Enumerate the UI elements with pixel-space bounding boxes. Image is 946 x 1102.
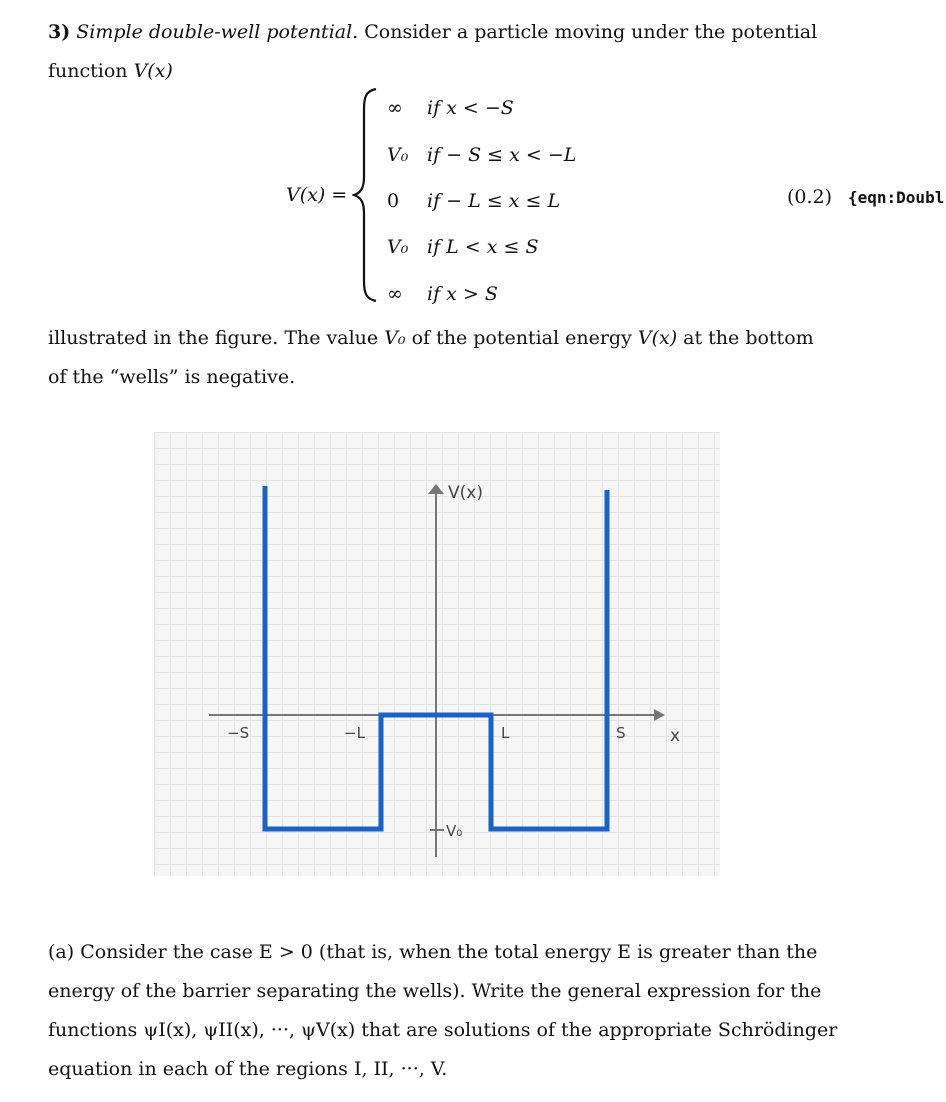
illus-part3: at the bottom of the “wells” is negative. (48, 327, 814, 388)
case-value: ∞ (387, 97, 403, 119)
equation-block (0, 85, 946, 310)
tick-label-neg-l: −L (344, 724, 365, 742)
tick-label-s: S (616, 724, 626, 742)
problem-intro-text: Consider a particle moving under the potential function (48, 21, 818, 82)
equation-brace (352, 85, 382, 305)
equation-case-3 (387, 188, 560, 214)
y-axis-arrow-icon (428, 484, 444, 494)
illus-vx: V(x) (637, 327, 678, 349)
illus-part2: of the potential energy (405, 327, 638, 349)
equation-label: {eqn:Doubl (848, 188, 945, 207)
equation-number: (0.2) (787, 186, 833, 208)
case-value: ∞ (387, 283, 403, 305)
problem-intro-fn: V(x) (133, 60, 173, 82)
potential-diagram (154, 432, 720, 876)
case-value: V₀ (387, 236, 409, 258)
case-value: V₀ (387, 144, 409, 166)
equation-case-2 (387, 142, 576, 168)
axis-x-label: x (670, 726, 681, 746)
tick-label-l: L (501, 724, 510, 742)
tick-label-neg-s: −S (227, 724, 250, 742)
part-a-text: (a) Consider the case E > 0 (that is, when the total energy E is greater than the energy of the barrier separating the wells). Write the general expression for the functions ψI(x), ψII(x), ···, ψV(x) that are solutions of the appropriate Schrödinger equation in each of the regions I, II, ···, V. (48, 941, 838, 1080)
equation-lhs: V(x) = (286, 184, 348, 206)
illus-v0: V₀ (384, 327, 406, 349)
case-condition: if L < x ≤ S (427, 236, 539, 258)
problem-title: Simple double-well potential. (76, 21, 359, 43)
case-value: 0 (387, 190, 400, 212)
problem-number: 3) (48, 21, 71, 43)
case-condition: if x < −S (427, 97, 514, 119)
axis-y-label: V(x) (448, 483, 483, 503)
equation-case-5 (387, 281, 498, 307)
case-condition: if − L ≤ x ≤ L (427, 190, 561, 212)
potential-figure (154, 432, 720, 876)
x-axis-arrow-icon (654, 709, 665, 721)
case-condition: if − S ≤ x < −L (427, 144, 577, 166)
v0-label: V₀ (446, 822, 463, 840)
illustration-text (48, 319, 838, 397)
illus-part1: illustrated in the figure. The value (48, 327, 385, 349)
problem-intro (48, 13, 838, 91)
case-condition: if x > S (427, 283, 498, 305)
equation-case-1 (387, 95, 514, 121)
equation-case-4 (387, 234, 539, 260)
